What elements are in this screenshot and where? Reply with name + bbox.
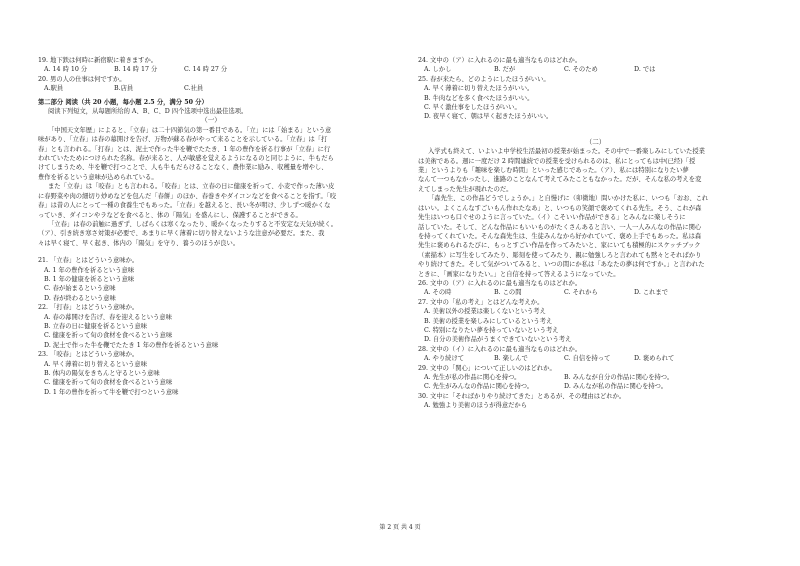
text-line: っていき、ダイコンやラなどを食べると、体の「陽気」を盛んにし、保護することができる。 <box>38 211 302 219</box>
option-row <box>418 65 773 74</box>
text-line: 「立春」は春の前触に過ぎず、しばらくは寒くなったり、暖かくなったりすると不安定な天気が続く。 <box>48 220 338 228</box>
text-line: 々は早く寝て、早く起き、体内の「陽気」を守り、養うのほうが良い。 <box>38 239 240 247</box>
text-line: （素描本）に写生をしてみたり、彫刻を使ってみたり、親に勉強しろと言われても黙々とそればかり <box>418 251 702 259</box>
option-text: D. みんなが私の作品に関心を持つ。 <box>564 383 668 391</box>
text-line: D. 夜早く寝て、朝は早く起きたほうがいい。 <box>424 113 553 121</box>
text-line: に春野菜や肉の細切り炒めなどを包んだ「春餅」のほか、春巻きやダイコンなどを食べることを指す。「咬 <box>38 192 337 200</box>
text-line: A. 勉強より美術のほうが得意だから <box>424 402 528 410</box>
text-line: C. 健康を祈って旬の食材を食べるという意味 <box>44 379 173 387</box>
text-line: ときに、「画家になりたい。」と自信を持って答えるようになっていた。 <box>418 270 620 278</box>
text-line: A. 1 年の豊作を祈るという意味 <box>44 266 135 274</box>
text-line: 25. 春が来たら、どのようにしたほうがいい。 <box>418 75 550 83</box>
text-line: 26. 文中の（ア）に入れるのに最も適当なものはどれか。 <box>418 279 582 287</box>
text-line: （二） <box>585 137 606 146</box>
text-line: D. 春が終わるという意味 <box>44 294 116 302</box>
text-line: B. 牛肉などを多く食べたほうがいい。 <box>424 94 534 102</box>
option-row <box>418 382 773 391</box>
text-line: D. 1 年の豊作を祈って牛を鞭で打つという意味 <box>44 388 179 396</box>
text-line: やり続けてきた。そして気がついてみると、いつの間にか私は「あなたの夢は何ですか。」と言われた <box>418 261 705 269</box>
text-line: B. 体内の陽気をきちんと守るという意味 <box>44 370 160 377</box>
text-line: 春」とも言われる。「打春」とは、泥土で作った牛を鞭でたたき、1 年の豊作を祈る行事が「立春」に行 <box>38 145 331 153</box>
text-line: C. 健康を祈って旬の食材を食べるという意味 <box>44 332 173 340</box>
option-text: C. 自信を持って <box>564 355 611 363</box>
option-text: A. しかし <box>424 66 452 74</box>
text-line: けてしまうため、牛を鞭で打つことで、人も牛もだらけることなく、農作業に励み、収穫量を増やし、 <box>38 164 328 172</box>
option-text: A. 14 時 10 分 <box>44 66 88 74</box>
text-line: 20. 男の人の仕事は何ですか。 <box>38 75 126 83</box>
option-text: B. 14 時 17 分 <box>114 66 158 74</box>
text-line: B. 1 年の健康を祈るという意味 <box>44 275 135 283</box>
text-line: また「立春」は「咬春」とも言われる。「咬春」とは、立春の日に健康を祈って、小麦で作った薄い皮 <box>48 183 335 191</box>
text-line: 29. 文中の「関心」について正しいのはどれか。 <box>418 364 556 372</box>
text-line: A. 早く薄着に切り替えるという意味 <box>44 360 148 368</box>
text-line: 30. 文中に「そればかりやり続けてきた」とあるが、その理由はどれか。 <box>418 392 626 400</box>
text-line: 先生はいつも口ぐせのように言っていた。（イ）こそいい作品ができる」とみんなに楽しそうに <box>418 214 686 222</box>
text-line: B. 美術の授業を楽しみにしているという考え <box>424 317 553 325</box>
text-line: D. 泥土で作った牛を鞭でたたき 1 年の豊作を祈るという意味 <box>44 341 219 349</box>
text-line: 21. 「立春」とはどういう意味か。 <box>38 257 139 265</box>
text-line: （ア）、引き続き寒さ対策が必要で、あまりに早く薄着に切り替えないような注意が必要だ。また、我 <box>38 230 325 238</box>
text-line: 22. 「打春」とはどういう意味か。 <box>38 304 139 312</box>
spacer <box>418 122 773 130</box>
option-text: A.駅員 <box>44 85 64 93</box>
right-column <box>418 56 773 411</box>
text-line: 阅读下列短文，从每题所给的 A、B、C、D 四个选项中选出最佳选项。 <box>48 108 248 116</box>
option-text: C. 先生がみんなの作品に関心を持つ。 <box>424 383 534 391</box>
text-line: なんて一つもなかったし、進路のことなんて考えてみたこともなかった。だが、そんな私の考えを変 <box>418 176 702 184</box>
page-footer: 第 2 页 共 4 页 <box>379 524 421 531</box>
option-row <box>418 354 773 363</box>
spacer <box>38 248 384 256</box>
text-line: 業」というよりも「趣味を楽しむ時間」といった感じであった。（ア）、私には特別になりたい夢 <box>418 167 689 175</box>
option-text: C. 14 時 27 分 <box>184 66 228 74</box>
text-line: C. 早く激仕事をしたほうがいい。 <box>424 104 521 112</box>
text-line: は美術である。週に一度だけ 2 時間連続での授業を受けられるのは、私にとってもは中(已经)「授 <box>418 157 696 165</box>
text-line: 第二部分 阅读（共 20 小题，每小题 2.5 分，满分 50 分） <box>38 98 208 106</box>
option-text: C. そのため <box>564 66 598 74</box>
text-line: 19. 地下鉄は何時に新宿駅に着きますか。 <box>38 57 158 64</box>
text-line: C. 春が始まるという意味 <box>44 285 116 293</box>
text-line: A. 美術以外の授業は楽しくないという考え <box>424 308 546 316</box>
option-row <box>418 288 773 297</box>
text-line: えてしまった先生が現れたのだ。 <box>418 185 513 193</box>
text-line: 味があり、「立春」は春の幕開けを告げ、万物が蘇る春がやって来ることを示している。「立春」は「打 <box>38 136 328 144</box>
text-line: A. 早く薄着に切り替えたほうがいい。 <box>424 85 534 93</box>
option-text: B.店員 <box>114 85 134 93</box>
text-line: 先生に褒められるたびに、もっとすごい作品を作ってみたいと、家にいても積極的にスケッチブック <box>418 242 701 250</box>
option-text: C. それから <box>564 289 598 297</box>
option-text: B. みんなが自分の作品に関心を持つ。 <box>564 374 674 381</box>
text-line: 「森先生、この作品どうでしょうか。」と自慢げに（卯微地）問いかけた私に、いつも「おお、これ <box>428 195 709 203</box>
option-text: D. 褒められて <box>634 355 675 363</box>
text-line: われていたためにつけられた名称。春が来ると、人が敏感を覚えるようになるのと同じように、牛もだら <box>38 155 334 163</box>
text-line: D. 自分の美術作品がうまくできていないという考え <box>424 336 572 344</box>
text-line: B. 立春の日に健康を祈るという意味 <box>44 322 148 330</box>
text-line: 春」は昔の人にとって一種の食養生でもあった。「立春」を越えると、長い冬が明け、少しずつ暖かくな <box>38 202 331 210</box>
option-text: D. これまで <box>634 289 669 297</box>
text-line: 話していた。そして、どんな作品にもいいものがたくさんあると言い、一人一人みんなの作品に関心 <box>418 223 702 231</box>
text-line: A. 春の幕開けを告げ、春を迎えるという意味 <box>44 313 172 321</box>
text-line: 豊作を祈るという意味が込められている。 <box>38 173 158 181</box>
option-text: A. その時 <box>424 289 452 297</box>
text-line: C. 特別になりたい夢を持っていないという考え <box>424 326 559 334</box>
option-row <box>38 84 384 93</box>
text-line: 入学式も終えて、いよいよ中学校生活最初の授業が始まった。その中で一番楽しみにしていた授業 <box>428 148 705 156</box>
option-text: C.社員 <box>184 85 204 93</box>
text-line: はいい。よくこんなすごいもん作れたなあ」と、いつもの笑顔で褒めてくれる先生。そう、これが森 <box>418 204 702 212</box>
option-row <box>418 373 773 382</box>
spacer <box>418 130 773 138</box>
text-line: 「中国天文年歴」によると、「立春」は二十四節気の第一番目である。「立」には「始まる」という意 <box>48 126 332 134</box>
text-line: 23. 「咬春」とはどういう意味か。 <box>38 351 139 359</box>
text-line: （一） <box>201 116 221 125</box>
left-column <box>38 56 384 397</box>
option-text: D. では <box>634 66 656 74</box>
text-line: 27. 文中の「私の考え」とはどんな考えか。 <box>418 298 544 306</box>
option-text: A. やり続けて <box>424 355 465 363</box>
option-text: A. 先生が私の作品に関心を持つ。 <box>424 374 521 381</box>
text-line: 28. 文中の（イ）に入れるのに最も適当なものはどれか。 <box>418 345 582 353</box>
text-line: を持ってくれていた。そんな森先生は、生徒みんなから好かれていて、褒め上手でもあった。私は森 <box>418 232 702 240</box>
option-text: B. だが <box>494 66 516 74</box>
option-row <box>38 65 384 74</box>
option-text: B. 楽しんで <box>494 355 528 363</box>
option-text: B. この間 <box>494 289 522 297</box>
text-line: 24. 文中の（ア）に入れるのに最も適当なものはどれか。 <box>418 57 582 64</box>
